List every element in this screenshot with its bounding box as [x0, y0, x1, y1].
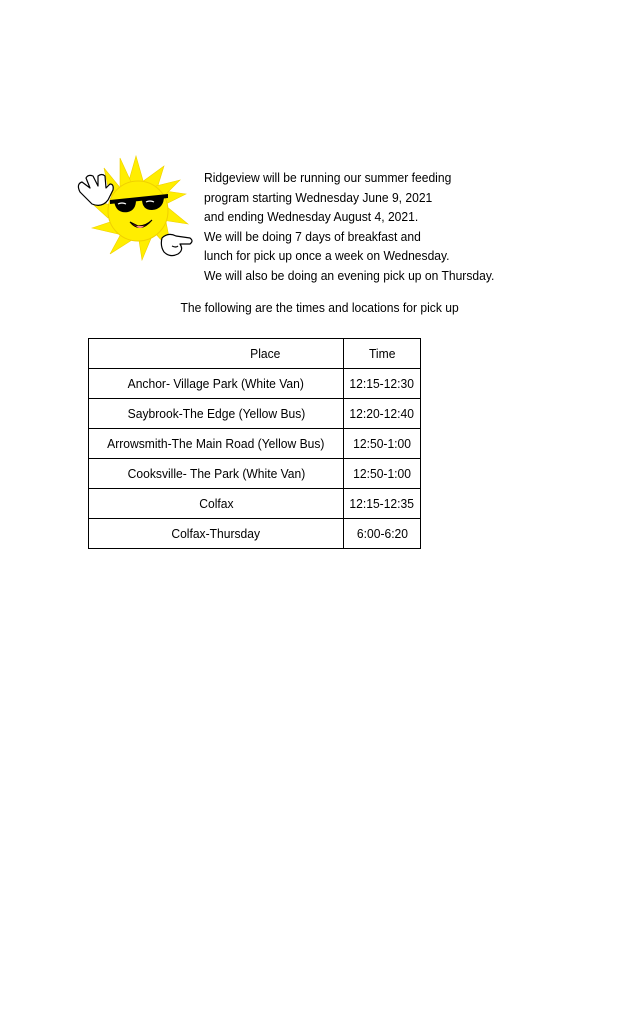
announcement-line: and ending Wednesday August 4, 2021.	[204, 209, 419, 224]
announcement-line: program starting Wednesday June 9, 2021	[204, 189, 433, 205]
schedule-intro-text: The following are the times and locations for pick up	[180, 300, 459, 315]
time-cell: 12:20-12:40	[344, 399, 421, 429]
announcement-line: Ridgeview will be running our summer feeding	[204, 170, 452, 185]
time-cell: 12:50-1:00	[344, 429, 421, 459]
cool-sun-icon	[76, 154, 194, 262]
place-cell: Arrowsmith-The Main Road (Yellow Bus)	[89, 429, 344, 459]
place-cell: Colfax	[89, 489, 344, 519]
table-row	[89, 429, 421, 459]
schedule-intro	[0, 299, 639, 317]
announcement-text	[204, 168, 595, 285]
time-column-header: Time	[344, 339, 421, 369]
place-cell: Cooksville- The Park (White Van)	[89, 459, 344, 489]
table-row	[89, 519, 421, 549]
time-cell: 12:15-12:35	[344, 489, 421, 519]
table-row	[89, 399, 421, 429]
table-row	[89, 369, 421, 399]
table-row	[89, 459, 421, 489]
time-cell: 6:00-6:20	[344, 519, 421, 549]
place-cell: Anchor- Village Park (White Van)	[89, 369, 344, 399]
announcement-line: lunch for pick up once a week on Wednesday.	[204, 248, 450, 263]
table-row	[89, 489, 421, 519]
announcement-line: We will be doing 7 days of breakfast and	[204, 228, 421, 244]
place-cell: Colfax-Thursday	[89, 519, 344, 549]
table-header-row	[89, 339, 421, 369]
place-cell: Saybrook-The Edge (Yellow Bus)	[89, 399, 344, 429]
time-cell: 12:15-12:30	[344, 369, 421, 399]
pickup-schedule-table	[88, 338, 421, 549]
place-column-header: Place	[89, 339, 344, 369]
announcement-line: We will also be doing an evening pick up on Thursday.	[204, 267, 495, 283]
time-cell: 12:50-1:00	[344, 459, 421, 489]
